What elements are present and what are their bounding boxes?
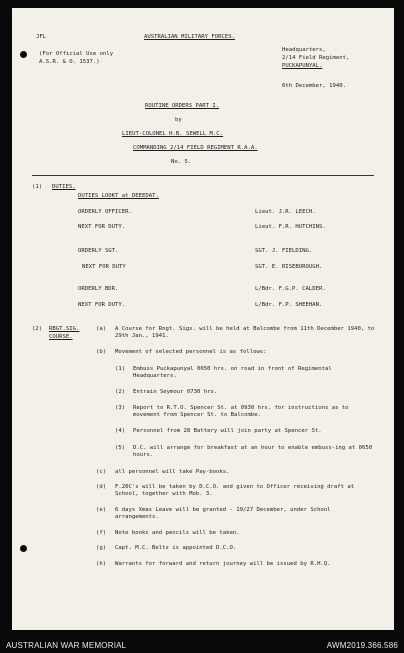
duty-name: L/Bdr. F.P. SHEEHAN. [255, 302, 323, 308]
heading-routine-orders: ROUTINE ORDERS PART I. [145, 103, 220, 109]
course-text: A Course for Rngt. Sigs. will be held at Balcombe from 11th December 1940, to 29th Jan., 1941. [115, 326, 375, 340]
movement-step: Entrain Seymour 0730 hrs. [133, 389, 218, 395]
top-reference: JFL [36, 34, 47, 40]
item-label: (d) [96, 484, 107, 490]
document-page [12, 8, 394, 630]
item-label: (b) [96, 349, 107, 355]
classification-line: (For Official Use only [39, 51, 114, 57]
item-label: (g) [96, 545, 107, 551]
order-item-text: F.20C's will be taken by D.C.O. and given to Officer receiving draft at School, together with Mob. 3. [115, 484, 355, 498]
punch-hole [20, 51, 27, 58]
duty-name: Lieut. F.R. HUTCHINS. [255, 224, 326, 230]
order-item-text: 6 days Xmas Leave will be granted - 19/27 December, under School arrangements. [115, 507, 331, 521]
order-item-text: all personnel will take Pay-books. [115, 469, 230, 475]
duties-subtitle: DUTIES LOOKT at DEEEDAT. [78, 193, 159, 199]
duty-name: L/Bdr. F.G.P. CALDER. [255, 286, 326, 292]
duty-role: NEXT FOR DUTY [82, 264, 126, 270]
duties-number: (1) [32, 184, 43, 190]
sub-item-label: (4) [115, 428, 126, 434]
duty-role: NEXT FOR DUTY. [78, 302, 126, 308]
sub-item-label: (2) [115, 389, 126, 395]
duty-name: SGT. J. FIELDING. [255, 248, 313, 254]
movement-text: Movement of selected personnel is as follows: [115, 349, 267, 355]
hq-line: 2/14 Field Regiment, [282, 55, 350, 61]
signals-title: COURSE. [49, 334, 73, 340]
movement-step: Report to R.T.O. Spencer St. at 0930 hrs. for instructions as to movement from Spencer St. to Balcombe. [133, 405, 349, 419]
heading-by: by [175, 117, 182, 123]
punch-hole [20, 545, 27, 552]
duty-role: ORDERLY SGT. [78, 248, 119, 254]
footer-credit: AUSTRALIAN WAR MEMORIAL [6, 641, 127, 650]
order-number: No. 5. [171, 159, 192, 165]
duty-name: SGT. E. RISEBOROUGH. [255, 264, 323, 270]
duty-role: ORDERLY OFFICER. [78, 209, 132, 215]
duty-name: Lieut. J.R. LEECH. [255, 209, 316, 215]
duty-role: NEXT FOR DUTY. [78, 224, 126, 230]
order-item-text: Capt. M.C. Beltz is appointed D.C.O. [115, 545, 237, 551]
section-divider [32, 175, 374, 176]
heading-unit: COMMANDING 2/14 FIELD REGIMENT R.A.A. [133, 145, 258, 151]
document-date: 6th December, 1940. [282, 83, 346, 89]
heading-commander: LIEUT-COLONEL H.B. SEWELL M.C. [122, 131, 224, 137]
item-label: (e) [96, 507, 107, 513]
item-label: (h) [96, 561, 107, 567]
movement-step: Embuss Puckapunyal 0650 hrs. on road in front of Regimental Headquarters. [133, 366, 332, 380]
duties-title: DUTIES. [52, 184, 76, 190]
order-item-text: Warrants for forward and return journey will be issued by R.H.Q. [115, 561, 331, 567]
item-label: (f) [96, 530, 107, 536]
hq-line: Headquarters, [282, 47, 326, 53]
order-item-text: Note books and pencils will be taken. [115, 530, 240, 536]
hq-line: PUCKAPUNYAL. [282, 63, 323, 69]
movement-step: Personnel from 28 Battery will join party at Spencer St. [133, 428, 322, 434]
item-label: (a) [96, 326, 107, 332]
signals-title: RBGT.SIG. [49, 326, 80, 332]
item-label: (c) [96, 469, 107, 475]
classification-line: A.S.R. & O. 1537.) [39, 59, 100, 65]
sub-item-label: (1) [115, 366, 126, 372]
duty-role: ORDERLY BDR. [78, 286, 119, 292]
document-title: AUSTRALIAN MILITARY FORCES. [144, 34, 235, 40]
movement-step: D.C. will arrange for breakfast at an hour to enable embuss-ing at 0650 hours. [133, 445, 373, 459]
signals-number: (2) [32, 326, 43, 332]
footer-accession-number: AWM2019.366.586 [326, 641, 398, 650]
sub-item-label: (3) [115, 405, 126, 411]
sub-item-label: (5) [115, 445, 126, 451]
